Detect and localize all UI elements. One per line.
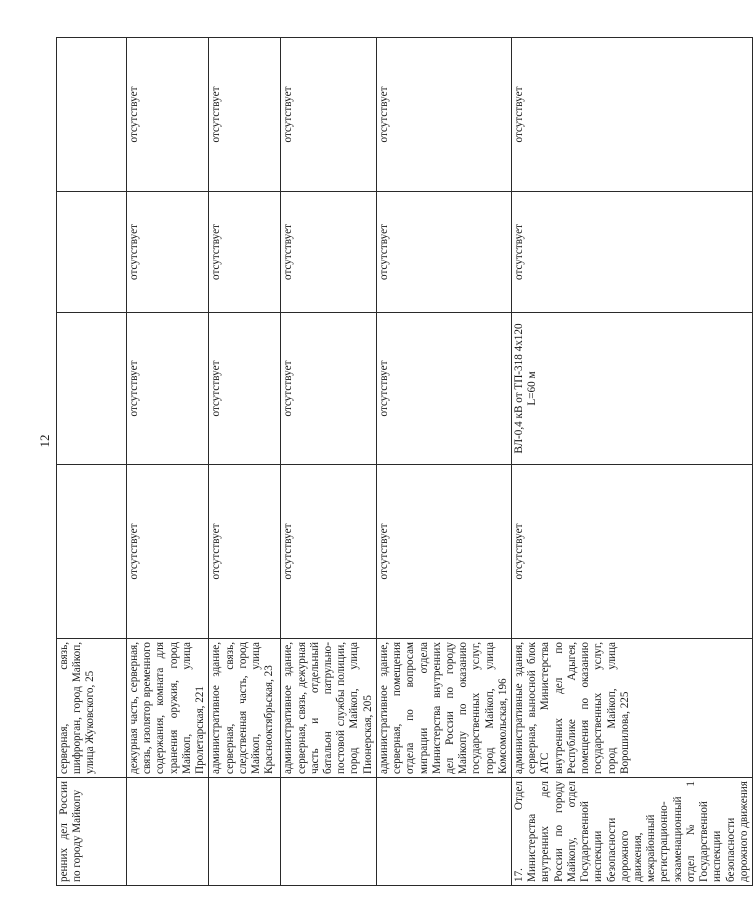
organization-cell	[281, 778, 377, 886]
object-cell: серверная, связь, шифрорган, город Майкоп, улица Жуковского, 25	[57, 639, 127, 778]
col-b-cell: отсутствует	[281, 313, 377, 465]
organization-cell: ренних дел России по городу Майкопу	[57, 778, 127, 886]
col-a-cell: отсутствует	[281, 465, 377, 639]
organization-cell	[209, 778, 281, 886]
col-d-cell: отсутствует	[376, 38, 511, 192]
object-cell: административное здание, серверная, связь, следственная часть, город Майкоп, улица Краснооктябрьская, 23	[209, 639, 281, 778]
col-b-cell: отсутствует	[376, 313, 511, 465]
table-row	[209, 38, 281, 886]
col-d-cell: отсутствует	[512, 38, 753, 192]
table-row	[57, 38, 127, 886]
col-c-cell: отсутствует	[376, 192, 511, 313]
col-c-cell: отсутствует	[209, 192, 281, 313]
organization-cell	[127, 778, 209, 886]
col-c-cell	[57, 192, 127, 313]
document-table	[56, 37, 753, 886]
page-number: 12	[37, 434, 52, 448]
col-b-cell: ВЛ-0,4 кВ от ТП-318 4х120 L=60 м	[512, 313, 753, 465]
object-cell: административное здание, серверная, помещения отдела по вопросам миграции отдела Министерства внутренних дел России по городу Майкопу по оказанию государственных услуг, город Майкоп, улица Комсомольская, 196	[376, 639, 511, 778]
col-b-cell	[57, 313, 127, 465]
col-a-cell: отсутствует	[127, 465, 209, 639]
col-a-cell	[57, 465, 127, 639]
col-c-cell: отсутствует	[512, 192, 753, 313]
object-cell: административное здание, серверная, связь, дежурная часть и отдельный батальон патрульно-постовой службы полиции, город Майкоп, улица Пионерская, 205	[281, 639, 377, 778]
table-row	[281, 38, 377, 886]
col-c-cell: отсутствует	[127, 192, 209, 313]
organization-cell	[376, 778, 511, 886]
object-cell: административные здания, серверная, выносной блок АТС Министерства внутренних дел по Республике Адыгея, помещения по оказанию государственных услуг, город Майкоп, улица Ворошилова, 225	[512, 639, 753, 778]
col-d-cell: отсутствует	[127, 38, 209, 192]
col-d-cell: отсутствует	[209, 38, 281, 192]
col-a-cell: отсутствует	[512, 465, 753, 639]
object-cell: дежурная часть, серверная, связь, изолятор временного содержания, комната для хранения оружия, город Майкоп, улица Пролетарская, 221	[127, 639, 209, 778]
col-b-cell: отсутствует	[209, 313, 281, 465]
table-row	[127, 38, 209, 886]
col-a-cell: отсутствует	[209, 465, 281, 639]
col-a-cell: отсутствует	[376, 465, 511, 639]
table-row	[512, 38, 753, 886]
col-b-cell: отсутствует	[127, 313, 209, 465]
col-d-cell: отсутствует	[281, 38, 377, 192]
organization-cell: 17. Отдел Министерства внутренних дел России по городу Майкопу, отдел Государственной инспекции безопасности дорожного движения, межрайонный регистрационно-экзаменационный отдел № 1 Государственной инспекции безопасности дорожного движения	[512, 778, 753, 886]
table-row	[376, 38, 511, 886]
col-d-cell	[57, 38, 127, 192]
col-c-cell: отсутствует	[281, 192, 377, 313]
